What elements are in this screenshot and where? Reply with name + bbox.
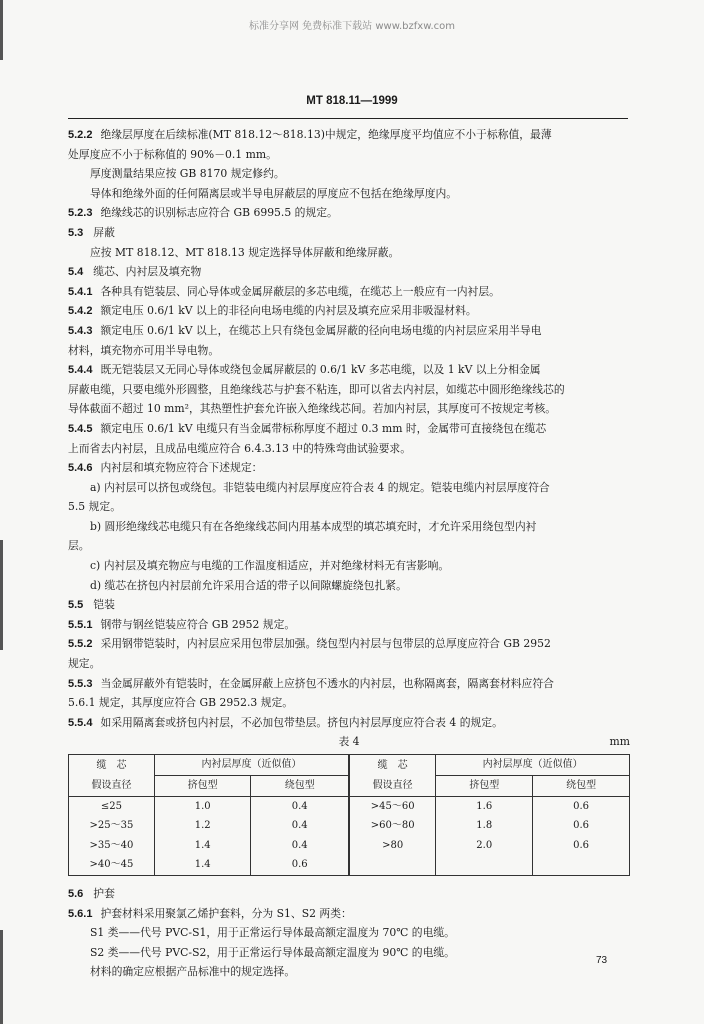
- text-line: 材料，填充物亦可用半导电物。: [68, 343, 220, 357]
- item-c: c) 内衬层及填充物应与电缆的工作温度相适应，并对绝缘材料无有害影响。: [90, 559, 450, 573]
- table-4: [68, 754, 630, 876]
- cell-extruded: 1.6: [436, 796, 533, 816]
- header-extruded: 挤包型: [436, 776, 533, 797]
- cell-wrapped: 0.6: [251, 855, 349, 875]
- clause-5-4-5: 5.4.5 额定电压 0.6/1 kV 电缆只有当金属带标称厚度不超过 0.3 mm 时，金属带可直接绕包在缆芯: [68, 421, 547, 435]
- cell-wrapped: 0.6: [533, 836, 630, 856]
- cell-diameter: [349, 855, 436, 875]
- clause-5-2-2: 5.2.2 绝缘层厚度在后续标准(MT 818.12～818.13)中规定，绝缘厚度平均值应不小于标称值，最薄: [68, 128, 552, 141]
- text-line: 规定。: [68, 657, 101, 671]
- item-a: a) 内衬层可以挤包或绕包。非铠装电缆内衬层厚度应符合表 4 的规定。铠装电缆内衬层厚度符合: [90, 480, 550, 494]
- cell-wrapped: 0.6: [533, 796, 630, 816]
- cell-wrapped: 0.4: [251, 796, 349, 816]
- table-row: [69, 816, 630, 836]
- clause-5-5-4: 5.5.4 如采用隔离套或挤包内衬层，不必加包带垫层。挤包内衬层厚度应符合表 4 的规定。: [68, 715, 503, 729]
- cell-extruded: 1.4: [154, 855, 251, 875]
- cell-wrapped: 0.6: [533, 816, 630, 836]
- clause-5-4-2: 5.4.2 额定电压 0.6/1 kV 以上的非径向电场电缆的内衬层及填充应采用非吸湿材料。: [68, 304, 477, 318]
- cell-diameter: >35～40: [69, 836, 155, 856]
- item-d: d) 缆芯在挤包内衬层前允许采用合适的带子以间隙螺旋绕包扎紧。: [90, 578, 407, 592]
- clause-5-2-3: 5.2.3 绝缘线芯的识别标志应符合 GB 6995.5 的规定。: [68, 206, 338, 220]
- text-line: 导体截面不超过 10 mm²，其热塑性护套允许嵌入绝缘线芯间。若加内衬层，其厚度可不按规定考核。: [68, 402, 557, 416]
- text-line: 5.6.1 规定，其厚度应符合 GB 2952.3 规定。: [68, 696, 294, 710]
- clause-5-6-1: 5.6.1 护套材料采用聚氯乙烯护套料，分为 S1、S2 两类：: [68, 906, 352, 920]
- scan-edge: [0, 540, 3, 650]
- text-line: 导体和绝缘外面的任何隔离层或半导电屏蔽层的厚度应不包括在绝缘厚度内。: [90, 186, 458, 200]
- cell-extruded: 1.0: [154, 796, 251, 816]
- header-lining-thickness: 内衬层厚度（近似值）: [154, 755, 349, 776]
- section-5-3-heading: 5.3 屏蔽: [68, 225, 115, 239]
- cell-diameter: >60～80: [349, 816, 436, 836]
- cell-diameter: >25～35: [69, 816, 155, 836]
- clause-5-5-3: 5.5.3 当金属屏蔽外有铠装时，在金属屏蔽上应挤包不透水的内衬层，也称隔离套，隔离套材料应符合: [68, 676, 554, 690]
- text-line: 上而省去内衬层，且成品电缆应符合 6.4.3.13 中的特殊弯曲试验要求。: [68, 441, 412, 455]
- header-wrapped: 绕包型: [533, 776, 630, 797]
- cell-extruded: 1.4: [154, 836, 251, 856]
- table-row: [69, 796, 630, 816]
- cell-extruded: 2.0: [436, 836, 533, 856]
- page-number: 73: [596, 955, 608, 966]
- section-5-4-heading: 5.4 缆芯、内衬层及填充物: [68, 265, 202, 279]
- clause-5-5-1: 5.5.1 钢带与钢丝铠装应符合 GB 2952 规定。: [68, 617, 296, 631]
- cell-diameter: >40～45: [69, 855, 155, 875]
- table-caption: [68, 732, 630, 752]
- cell-wrapped: 0.4: [251, 816, 349, 836]
- table-unit: mm: [609, 735, 630, 749]
- cell-wrapped: 0.4: [251, 836, 349, 856]
- table-title: 表 4: [338, 735, 360, 749]
- text-line: 处厚度应不小于标称值的 90%－0.1 mm。: [68, 147, 277, 161]
- scan-edge: [0, 930, 3, 1024]
- clause-5-5-2: 5.5.2 采用钢带铠装时，内衬层应采用包带层加强。绕包型内衬层与包带层的总厚度应符合 GB 2952: [68, 637, 551, 651]
- section-5-6-heading: 5.6 护套: [68, 886, 115, 900]
- section-5-5-heading: 5.5 铠装: [68, 598, 115, 612]
- header-rule: [68, 118, 628, 119]
- cell-extruded: [436, 855, 533, 875]
- header-core-diameter: 缆 芯 假设直径: [69, 755, 155, 796]
- text-line: 厚度测量结果应按 GB 8170 规定修约。: [90, 167, 285, 181]
- clause-5-4-4: 5.4.4 既无铠装层又无同心导体或绕包金属屏蔽层的 0.6/1 kV 多芯电缆，以及 1 kV 以上分相金属: [68, 363, 541, 377]
- clause-5-4-6: 5.4.6 内衬层和填充物应符合下述规定：: [68, 461, 263, 475]
- item-b: b) 圆形绝缘线芯电缆只有在各绝缘线芯间内用基本成型的填芯填充时，才允许采用绕包型内衬: [90, 519, 537, 533]
- document-code: MT 818.11—1999: [306, 95, 398, 107]
- header-extruded: 挤包型: [154, 776, 251, 797]
- watermark: 标准分享网 免费标准下载站 www.bzfxw.com: [249, 21, 455, 32]
- cell-diameter: >80: [349, 836, 436, 856]
- cell-diameter: >45～60: [349, 796, 436, 816]
- header-wrapped: 绕包型: [251, 776, 349, 797]
- header-core-diameter: 缆 芯 假设直径: [349, 755, 436, 796]
- text-line: 层。: [68, 539, 90, 553]
- cell-wrapped: [533, 855, 630, 875]
- text-line: 材料的确定应根据产品标准中的规定选择。: [90, 965, 296, 979]
- text-line: 5.5 规定。: [68, 500, 121, 514]
- cell-diameter: ≤25: [69, 796, 155, 816]
- cell-extruded: 1.8: [436, 816, 533, 836]
- text-line: 应按 MT 818.12、MT 818.13 规定选择导体屏蔽和绝缘屏蔽。: [90, 245, 400, 259]
- table-row: [69, 855, 630, 875]
- clause-5-4-1: 5.4.1 各种具有铠装层、同心导体或金属屏蔽层的多芯电缆，在缆芯上一般应有一内衬层。: [68, 284, 500, 298]
- cell-extruded: 1.2: [154, 816, 251, 836]
- header-lining-thickness: 内衬层厚度（近似值）: [436, 755, 630, 776]
- table-row: [69, 836, 630, 856]
- clause-5-4-3: 5.4.3 额定电压 0.6/1 kV 以上，在缆芯上只有绕包金属屏蔽的径向电场电缆的内衬层应采用半导电: [68, 323, 542, 337]
- page-body: [68, 125, 630, 982]
- text-line: S1 类——代号 PVC-S1，用于正常运行导体最高额定温度为 70℃ 的电缆。: [90, 926, 455, 940]
- text-line: S2 类——代号 PVC-S2，用于正常运行导体最高额定温度为 90℃ 的电缆。: [90, 945, 455, 959]
- text-line: 屏蔽电缆，只要电缆外形圆整，且绝缘线芯与护套不粘连，即可以省去内衬层，如缆芯中圆形绝缘线芯的: [68, 382, 565, 396]
